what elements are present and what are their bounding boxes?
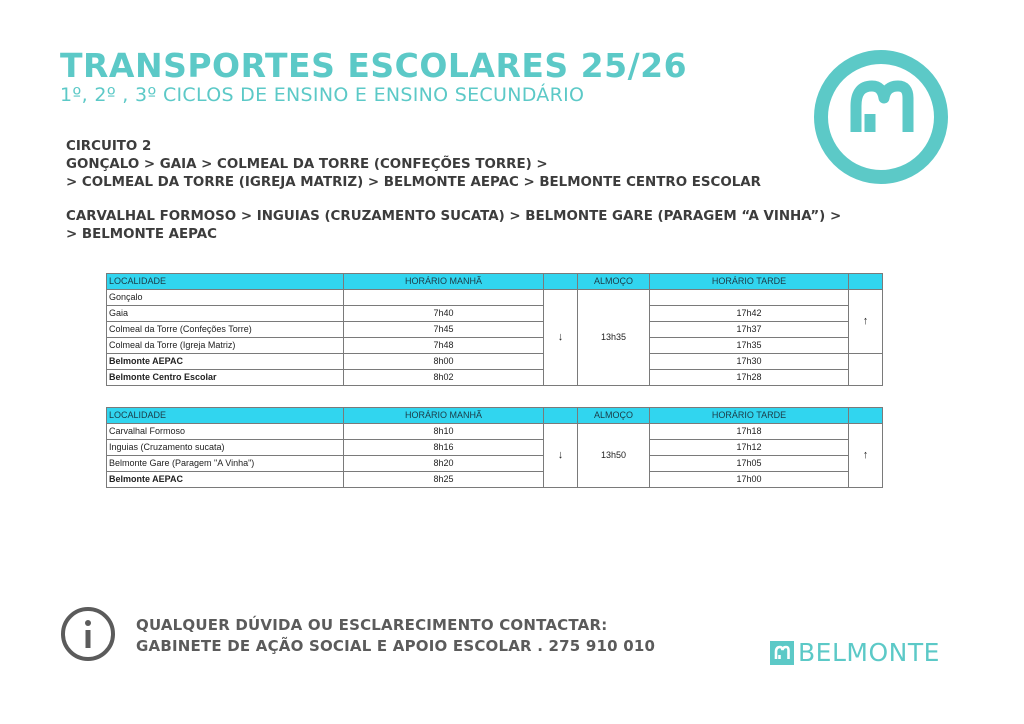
header-almoco: ALMOÇO [578,274,650,290]
cell-manha: 8h20 [344,456,544,472]
cell-tarde: 17h42 [650,306,849,322]
cell-manha: 8h00 [344,354,544,370]
cell-localidade: Gonçalo [107,290,344,306]
cell-manha [344,290,544,306]
table-row [107,472,883,488]
page-subtitle: 1º, 2º , 3º CICLOS DE ENSINO E ENSINO SECUNDÁRIO [60,84,585,106]
cell-tarde [650,290,849,306]
route1-line1: GONÇALO > GAIA > COLMEAL DA TORRE (CONFEÇÕES TORRE) > [66,157,548,172]
down-arrow-icon: ↓ [544,424,578,488]
cell-localidade: Inguias (Cruzamento sucata) [107,440,344,456]
cell-manha: 8h25 [344,472,544,488]
up-arrow-icon: ↑ [849,424,883,488]
cell-tarde: 17h35 [650,338,849,354]
cell-tarde: 17h05 [650,456,849,472]
cell-localidade: Belmonte AEPAC [107,472,344,488]
header-blank [849,408,883,424]
header-horario-tarde: HORÁRIO TARDE [650,274,849,290]
table-row [107,456,883,472]
header-horario-tarde: HORÁRIO TARDE [650,408,849,424]
belmonte-logo-icon [812,48,950,186]
header-blank [849,274,883,290]
info-icon [60,606,116,662]
route2-line2: > BELMONTE AEPAC [66,227,217,242]
page-title: TRANSPORTES ESCOLARES 25/26 [60,46,688,85]
table-row [107,322,883,338]
footer-line-2: GABINETE DE AÇÃO SOCIAL E APOIO ESCOLAR . 275 910 010 [136,637,656,655]
circuit-route-2 [66,208,841,244]
footer-line-1: QUALQUER DÚVIDA OU ESCLARECIMENTO CONTACTAR: [136,616,608,634]
table-row [107,306,883,322]
table-row [107,370,883,386]
cell-manha: 8h02 [344,370,544,386]
header-horario-manha: HORÁRIO MANHÃ [344,274,544,290]
table-row [107,424,883,440]
schedule-table-1 [106,273,883,386]
cell-manha: 8h10 [344,424,544,440]
brand-name: BELMONTE [798,638,940,667]
cell-localidade: Belmonte Gare (Paragem "A Vinha") [107,456,344,472]
cell-tarde: 17h37 [650,322,849,338]
cell-tarde: 17h30 [650,354,849,370]
schedule-table-2 [106,407,883,488]
table-header-row [107,274,883,290]
header-horario-manha: HORÁRIO MANHÃ [344,408,544,424]
table-row [107,354,883,370]
table-row [107,440,883,456]
header-blank [544,274,578,290]
cell-localidade: Gaia [107,306,344,322]
header-localidade: LOCALIDADE [107,274,344,290]
cell-localidade: Colmeal da Torre (Igreja Matriz) [107,338,344,354]
header-localidade: LOCALIDADE [107,408,344,424]
cell-tarde: 17h00 [650,472,849,488]
cell-almoco: 13h50 [578,424,650,488]
cell-localidade: Carvalhal Formoso [107,424,344,440]
cell-tarde: 17h18 [650,424,849,440]
header-almoco: ALMOÇO [578,408,650,424]
cell-manha: 7h48 [344,338,544,354]
cell-manha: 7h40 [344,306,544,322]
cell-localidade: Belmonte Centro Escolar [107,370,344,386]
route2-line1: CARVALHAL FORMOSO > INGUIAS (CRUZAMENTO SUCATA) > BELMONTE GARE (PARAGEM “A VINHA”) > [66,209,842,224]
circuit-route-1 [66,138,761,192]
cell-tarde: 17h28 [650,370,849,386]
cell-blank [849,354,883,386]
cell-localidade: Belmonte AEPAC [107,354,344,370]
down-arrow-icon: ↓ [544,290,578,386]
cell-tarde: 17h12 [650,440,849,456]
belmonte-mark-icon [770,641,794,665]
header-blank [544,408,578,424]
cell-manha: 8h16 [344,440,544,456]
table-header-row [107,408,883,424]
cell-almoco: 13h35 [578,290,650,386]
table-row [107,290,883,306]
up-arrow-icon: ↑ [849,290,883,354]
route1-line2: > COLMEAL DA TORRE (IGREJA MATRIZ) > BELMONTE AEPAC > BELMONTE CENTRO ESCOLAR [66,175,761,190]
cell-localidade: Colmeal da Torre (Confeções Torre) [107,322,344,338]
footer-contact [136,615,655,657]
cell-manha: 7h45 [344,322,544,338]
circuit-name: CIRCUITO 2 [66,139,152,154]
belmonte-brand [770,640,940,666]
table-row [107,338,883,354]
